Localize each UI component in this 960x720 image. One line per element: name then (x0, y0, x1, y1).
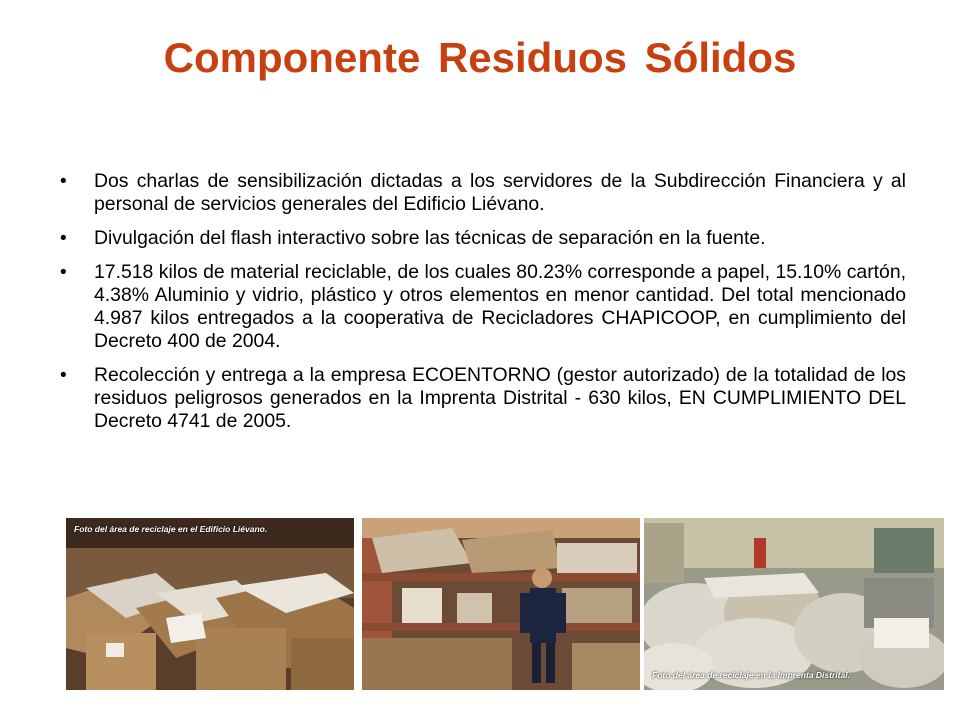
photo-strip (66, 518, 946, 690)
photo-recycling-area-lievano (66, 518, 354, 690)
bullet-item (58, 170, 906, 216)
bullet-item (58, 364, 906, 433)
photo-recycling-area-lievano-image (66, 518, 354, 690)
bullet-text: Dos charlas de sensibilización dictadas a los servidores de la Subdirección Financiera y al personal de servicios generales del Edificio Liévano. (94, 170, 906, 215)
photo-recycling-area-imprenta (644, 518, 944, 690)
bullet-text: 17.518 kilos de material reciclable, de los cuales 80.23% corresponde a papel, 15.10% cartón, 4.38% Aluminio y vidrio, plástico y otros elementos en menor cantidad. Del total mencionado 4.987 kilos entregados a la cooperativa de Recicladores CHAPICOOP, en cumplimiento del Decreto 400 de 2004. (94, 261, 906, 352)
bullet-marker: • (60, 262, 67, 283)
photo-storage-room-image (362, 518, 640, 690)
photo-caption: Foto del área de reciclaje en la Imprenta Distrital. (652, 670, 850, 680)
photo-recycling-area-imprenta-image (644, 518, 944, 690)
bullet-marker: • (60, 365, 67, 386)
photo-storage-room (362, 518, 640, 690)
photo-caption: Foto del área de reciclaje en el Edificio Liévano. (74, 524, 268, 534)
bullet-item (58, 227, 906, 250)
bullet-marker: • (60, 171, 67, 192)
bullet-list (58, 170, 906, 444)
bullet-item (58, 261, 906, 353)
bullet-text: Recolección y entrega a la empresa ECOENTORNO (gestor autorizado) de la totalidad de los residuos peligrosos generados en la Imprenta Distrital - 630 kilos, EN CUMPLIMIENTO DEL Decreto 4741 de 2005. (94, 364, 906, 432)
slide-title: Componente Residuos Sólidos (163, 34, 797, 81)
bullet-marker: • (60, 228, 67, 249)
bullet-text: Divulgación del flash interactivo sobre las técnicas de separación en la fuente. (94, 227, 766, 249)
